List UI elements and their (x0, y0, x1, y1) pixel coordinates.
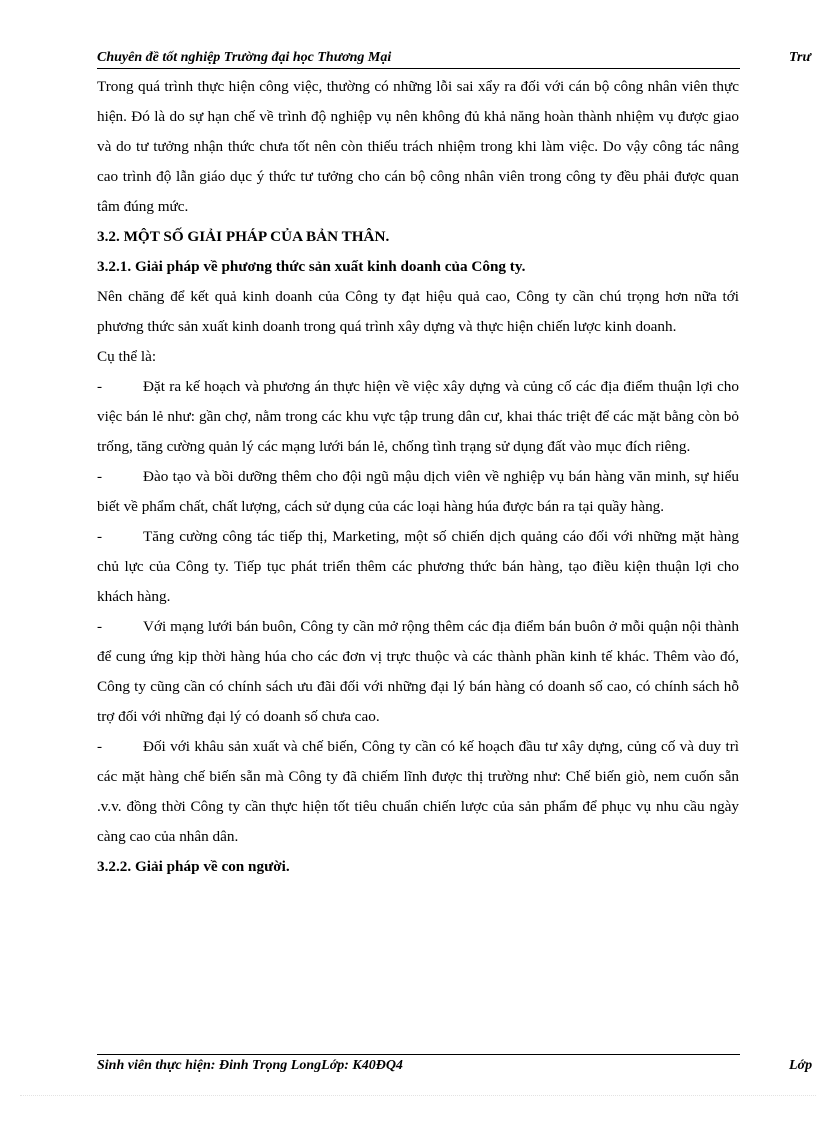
bullet-text: Tăng cường công tác tiếp thị, Marketing, một số chiến dịch quảng cáo đối với những mặt hàng chủ lực của Công ty. Tiếp tục phát triển thêm các phương thức bán hàng, tạo điều kiện thuận lợi cho khách hàng. (97, 528, 739, 605)
bullet-item (97, 462, 739, 522)
bullet-dash: - (97, 738, 103, 755)
paragraph-intro: Trong quá trình thực hiện công việc, thường có những lỗi sai xẩy ra đối với cán bộ công nhân viên thực hiện. Đó là do sự hạn chế về trình độ nghiệp vụ nên không đủ khả năng hoàn thành nhiệm vụ được giao và do tư tưởng nhận thức chưa tốt nên còn thiếu trách nhiệm trong khi làm việc. Do vậy công tác nâng cao trình độ lẫn giáo dục ý thức tư tưởng cho cán bộ công nhân viên trong công ty đều phải được quan tâm đúng mức. (97, 78, 739, 215)
paragraph-specifically: Cụ thể là: (97, 348, 157, 365)
subsection-heading-3-2-2: 3.2.2. Giải pháp về con người. (97, 858, 290, 875)
header-title: Chuyên đề tốt nghiệp Trường đại học Thương Mại (97, 50, 392, 65)
header-rule (97, 68, 740, 69)
page-break-dotted-line (20, 1095, 816, 1096)
bullet-text: Đặt ra kế hoạch và phương án thực hiện về việc xây dựng và củng cố các địa điểm thuận lợi cho việc bán lẻ như: gần chợ, nằm trong các khu vực tập trung dân cư, khai thác triệt để các mặt bằng còn bỏ trống, tăng cường quản lý các mạng lưới bán lẻ, chống tình trạng sử dụng đất vào mục đích riêng. (97, 378, 739, 455)
header-right-fragment: Trư (789, 50, 811, 65)
paragraph-production-method: Nên chăng để kết quả kinh doanh của Công ty đạt hiệu quả cao, Công ty cần chú trọng hơn nữa tới phương thức sản xuất kinh doanh trong quá trình xây dựng và thực hiện chiến lược kinh doanh. (97, 288, 739, 335)
footer-rule (97, 1054, 740, 1055)
section-heading: 3.2. MỘT SỐ GIẢI PHÁP CỦA BẢN THÂN. (97, 228, 390, 245)
bullet-dash: - (97, 378, 103, 395)
bullet-dash: - (97, 528, 103, 545)
bullet-text: Với mạng lưới bán buôn, Công ty cần mở rộng thêm các địa điểm bán buôn ở mỗi quận nội thành để cung ứng kịp thời hàng húa cho các đơn vị trực thuộc và các thành phần kinh tế khác. Thêm vào đó, Công ty cũng cần có chính sách ưu đãi đối với những đại lý bán hàng có doanh số cao, có chính sách hỗ trợ đối với những đại lý có doanh số chưa cao. (97, 618, 739, 725)
bullet-text: Đào tạo và bồi dưỡng thêm cho đội ngũ mậu dịch viên về nghiệp vụ bán hàng văn minh, sự hiểu biết về phẩm chất, chất lượng, cách sử dụng của các loại hàng húa được bán ra tại quầy hàng. (97, 468, 739, 515)
bullet-text: Đối với khâu sản xuất và chế biến, Công ty cần có kế hoạch đầu tư xây dựng, củng cố và duy trì các mặt hàng chế biến sẵn mà Công ty đã chiếm lĩnh được thị trường như: Chế biến giò, nem cuốn sẵn .v.v. đồng thời Công ty cần thực hiện tốt tiêu chuẩn chiến lược của sản phẩm để phục vụ nhu cầu ngày càng cao của nhân dân. (97, 738, 739, 845)
subsection-heading-3-2-1: 3.2.1. Giải pháp về phương thức sản xuất kinh doanh của Công ty. (97, 258, 526, 275)
bullet-item (97, 372, 739, 462)
bullet-item (97, 732, 739, 852)
bullet-dash: - (97, 468, 103, 485)
bullet-item (97, 612, 739, 732)
bullet-dash: - (97, 618, 103, 635)
bullet-item (97, 522, 739, 612)
footer-student-info: Sinh viên thực hiện: Đinh Trọng LongLớp: K40ĐQ4 (97, 1058, 403, 1073)
document-body (97, 72, 739, 882)
footer-right-fragment: Lớp (789, 1058, 813, 1073)
